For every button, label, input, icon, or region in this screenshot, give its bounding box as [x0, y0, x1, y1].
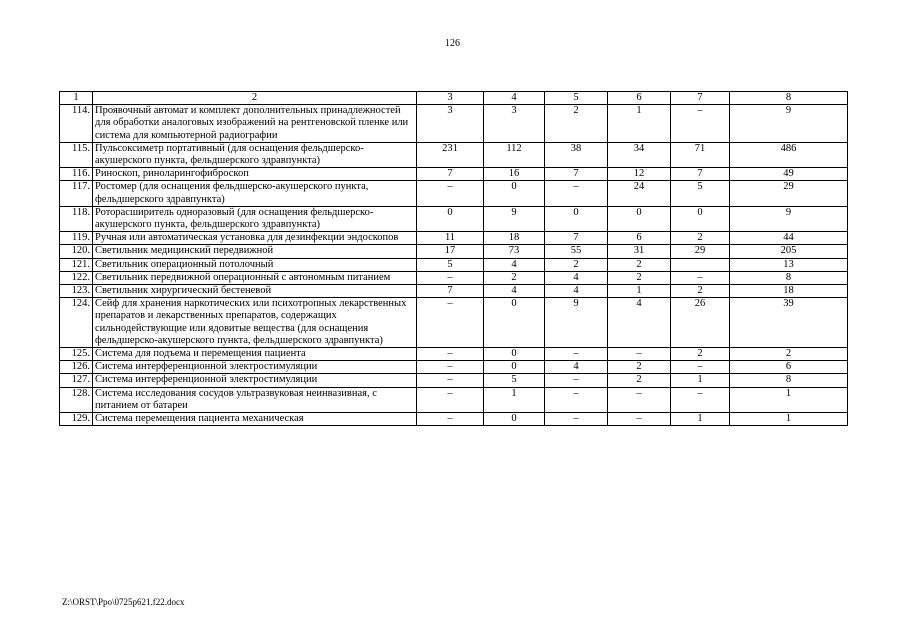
- column-header: 3: [417, 92, 484, 105]
- equipment-name: Роторасширитель одноразовый (для оснащения фельдшерско-акушерского пункта, фельдшерского здравпункта): [93, 206, 417, 231]
- table-row: [60, 271, 848, 284]
- quantity-cell: 7: [671, 168, 730, 181]
- quantity-cell: –: [417, 374, 484, 387]
- table-row: [60, 361, 848, 374]
- row-number: 118.: [60, 206, 93, 231]
- quantity-cell: 2: [545, 258, 608, 271]
- quantity-cell: 8: [730, 271, 848, 284]
- quantity-cell: 38: [545, 142, 608, 167]
- page-number: 126: [445, 38, 460, 49]
- table-row: [60, 232, 848, 245]
- table-row: [60, 413, 848, 426]
- table-row: [60, 298, 848, 348]
- column-header: 6: [608, 92, 671, 105]
- quantity-cell: 1: [608, 105, 671, 143]
- column-header: 7: [671, 92, 730, 105]
- column-header: 4: [484, 92, 545, 105]
- quantity-cell: 73: [484, 245, 545, 258]
- quantity-cell: 9: [730, 206, 848, 231]
- quantity-cell: 2: [608, 271, 671, 284]
- quantity-cell: 7: [545, 168, 608, 181]
- quantity-cell: 49: [730, 168, 848, 181]
- row-number: 129.: [60, 413, 93, 426]
- quantity-cell: 0: [484, 298, 545, 348]
- row-number: 116.: [60, 168, 93, 181]
- table-row: [60, 168, 848, 181]
- quantity-cell: 7: [417, 168, 484, 181]
- quantity-cell: 2: [671, 285, 730, 298]
- quantity-cell: 55: [545, 245, 608, 258]
- equipment-table: [59, 91, 848, 426]
- quantity-cell: 24: [608, 181, 671, 206]
- quantity-cell: 486: [730, 142, 848, 167]
- row-number: 127.: [60, 374, 93, 387]
- table-header-row: [60, 92, 848, 105]
- quantity-cell: 39: [730, 298, 848, 348]
- table-row: [60, 285, 848, 298]
- column-header: 8: [730, 92, 848, 105]
- equipment-name: Пульсоксиметр портативный (для оснащения фельдшерско-акушерского пункта, фельдшерского здравпункта): [93, 142, 417, 167]
- table-row: [60, 142, 848, 167]
- quantity-cell: –: [608, 387, 671, 412]
- row-number: 122.: [60, 271, 93, 284]
- quantity-cell: 4: [545, 285, 608, 298]
- quantity-cell: –: [671, 387, 730, 412]
- quantity-cell: 18: [484, 232, 545, 245]
- quantity-cell: 0: [484, 361, 545, 374]
- quantity-cell: 4: [545, 271, 608, 284]
- row-number: 114.: [60, 105, 93, 143]
- equipment-name: Светильник передвижной операционный с автономным питанием: [93, 271, 417, 284]
- row-number: 119.: [60, 232, 93, 245]
- quantity-cell: 7: [417, 285, 484, 298]
- column-header: 1: [60, 92, 93, 105]
- quantity-cell: 71: [671, 142, 730, 167]
- table-row: [60, 374, 848, 387]
- quantity-cell: 0: [545, 206, 608, 231]
- quantity-cell: 2: [730, 348, 848, 361]
- quantity-cell: 2: [545, 105, 608, 143]
- quantity-cell: 0: [484, 348, 545, 361]
- table-row: [60, 245, 848, 258]
- row-number: 126.: [60, 361, 93, 374]
- quantity-cell: 1: [671, 374, 730, 387]
- quantity-cell: –: [671, 271, 730, 284]
- quantity-cell: 6: [608, 232, 671, 245]
- quantity-cell: 9: [730, 105, 848, 143]
- quantity-cell: 4: [545, 361, 608, 374]
- quantity-cell: 29: [730, 181, 848, 206]
- equipment-name: Система для подъема и перемещения пациента: [93, 348, 417, 361]
- quantity-cell: –: [608, 413, 671, 426]
- quantity-cell: 2: [608, 258, 671, 271]
- equipment-name: Система интерференционной электростимуляции: [93, 374, 417, 387]
- quantity-cell: 26: [671, 298, 730, 348]
- quantity-cell: 0: [417, 206, 484, 231]
- quantity-cell: 11: [417, 232, 484, 245]
- quantity-cell: 13: [730, 258, 848, 271]
- table-row: [60, 387, 848, 412]
- quantity-cell: 5: [417, 258, 484, 271]
- quantity-cell: 34: [608, 142, 671, 167]
- quantity-cell: 2: [671, 348, 730, 361]
- quantity-cell: –: [545, 374, 608, 387]
- quantity-cell: –: [417, 413, 484, 426]
- table-row: [60, 105, 848, 143]
- quantity-cell: 18: [730, 285, 848, 298]
- row-number: 120.: [60, 245, 93, 258]
- quantity-cell: 0: [484, 181, 545, 206]
- quantity-cell: –: [417, 271, 484, 284]
- row-number: 117.: [60, 181, 93, 206]
- quantity-cell: 0: [484, 413, 545, 426]
- equipment-name: Риноскоп, риноларингофиброскоп: [93, 168, 417, 181]
- quantity-cell: 2: [484, 271, 545, 284]
- quantity-cell: –: [417, 348, 484, 361]
- row-number: 123.: [60, 285, 93, 298]
- quantity-cell: 2: [671, 232, 730, 245]
- row-number: 128.: [60, 387, 93, 412]
- equipment-name: Проявочный автомат и комплект дополнительных принадлежностей для обработки аналоговых изображений на рентгеновской пленке или система для компьютерной радиографии: [93, 105, 417, 143]
- quantity-cell: 0: [608, 206, 671, 231]
- quantity-cell: 6: [730, 361, 848, 374]
- equipment-name: Система перемещения пациента механическая: [93, 413, 417, 426]
- table-row: [60, 181, 848, 206]
- row-number: 115.: [60, 142, 93, 167]
- equipment-name: Система интерференционной электростимуляции: [93, 361, 417, 374]
- quantity-cell: 7: [545, 232, 608, 245]
- quantity-cell: –: [671, 105, 730, 143]
- column-header: 2: [93, 92, 417, 105]
- quantity-cell: 12: [608, 168, 671, 181]
- row-number: 124.: [60, 298, 93, 348]
- quantity-cell: 1: [608, 285, 671, 298]
- quantity-cell: –: [417, 181, 484, 206]
- quantity-cell: 31: [608, 245, 671, 258]
- quantity-cell: 0: [671, 206, 730, 231]
- quantity-cell: 5: [671, 181, 730, 206]
- equipment-name: Система исследования сосудов ультразвуковая неинвазивная, с питанием от батареи: [93, 387, 417, 412]
- quantity-cell: 4: [484, 258, 545, 271]
- quantity-cell: –: [608, 348, 671, 361]
- quantity-cell: –: [417, 298, 484, 348]
- quantity-cell: 16: [484, 168, 545, 181]
- quantity-cell: 3: [484, 105, 545, 143]
- document-path: Z:\ORST\Ppo\0725p621.f22.docx: [62, 597, 185, 607]
- quantity-cell: –: [671, 361, 730, 374]
- row-number: 121.: [60, 258, 93, 271]
- quantity-cell: –: [545, 348, 608, 361]
- quantity-cell: 17: [417, 245, 484, 258]
- quantity-cell: 5: [484, 374, 545, 387]
- equipment-name: Сейф для хранения наркотических или психотропных лекарственных препаратов и лекарственных препаратов, содержащих сильнодействующие или ядовитые вещества (для оснащения фельдшерско-акушерского пункта, фельдшерского здравпункта): [93, 298, 417, 348]
- quantity-cell: 1: [730, 387, 848, 412]
- table-row: [60, 348, 848, 361]
- quantity-cell: 231: [417, 142, 484, 167]
- equipment-name: Ручная или автоматическая установка для дезинфекции эндоскопов: [93, 232, 417, 245]
- quantity-cell: 112: [484, 142, 545, 167]
- quantity-cell: 4: [608, 298, 671, 348]
- quantity-cell: 4: [484, 285, 545, 298]
- equipment-name: Ростомер (для оснащения фельдшерско-акушерского пункта, фельдшерского здравпункта): [93, 181, 417, 206]
- quantity-cell: 1: [671, 413, 730, 426]
- quantity-cell: –: [417, 361, 484, 374]
- row-number: 125.: [60, 348, 93, 361]
- quantity-cell: 9: [484, 206, 545, 231]
- quantity-cell: –: [545, 181, 608, 206]
- quantity-cell: –: [417, 387, 484, 412]
- quantity-cell: –: [545, 413, 608, 426]
- quantity-cell: 29: [671, 245, 730, 258]
- quantity-cell: 3: [417, 105, 484, 143]
- quantity-cell: [671, 258, 730, 271]
- quantity-cell: 1: [484, 387, 545, 412]
- equipment-name: Светильник медицинский передвижной: [93, 245, 417, 258]
- table-row: [60, 258, 848, 271]
- quantity-cell: 1: [730, 413, 848, 426]
- equipment-name: Светильник хирургический бестеневой: [93, 285, 417, 298]
- quantity-cell: 8: [730, 374, 848, 387]
- column-header: 5: [545, 92, 608, 105]
- equipment-name: Светильник операционный потолочный: [93, 258, 417, 271]
- quantity-cell: 205: [730, 245, 848, 258]
- quantity-cell: –: [545, 387, 608, 412]
- quantity-cell: 9: [545, 298, 608, 348]
- quantity-cell: 2: [608, 374, 671, 387]
- quantity-cell: 44: [730, 232, 848, 245]
- quantity-cell: 2: [608, 361, 671, 374]
- table-row: [60, 206, 848, 231]
